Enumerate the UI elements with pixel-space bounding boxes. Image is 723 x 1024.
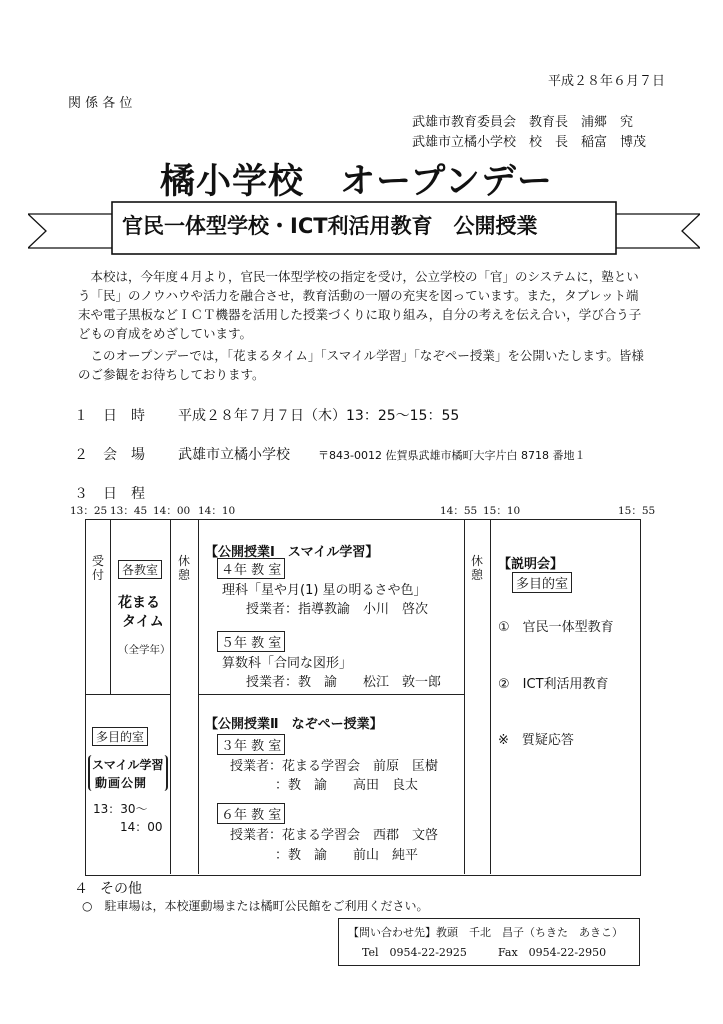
parking-note: ○ 駐車場は，本校運動場または橘町公民館をご利用ください。 bbox=[82, 899, 429, 913]
item-1-label: 日 時 bbox=[103, 408, 145, 424]
item-4-label: その他 bbox=[100, 881, 142, 897]
divider bbox=[170, 520, 172, 874]
contact-tel: Tel 0954-22-2925 bbox=[362, 946, 467, 959]
briefing-item-1: ① 官民一体型教育 bbox=[498, 620, 614, 635]
divider bbox=[490, 520, 492, 874]
time-1410: 14：10 bbox=[198, 505, 236, 517]
recipients: 関 係 各 位 bbox=[68, 96, 133, 111]
subtitle: 官民一体型学校・ICT利活用教育 公開授業 bbox=[122, 214, 538, 238]
grade-3-teacher-2: ：教 諭 高田 良太 bbox=[275, 778, 419, 793]
contact-line-1: 【問い合わせ先】教頭 千北 昌子（ちきた あきこ） bbox=[348, 926, 623, 939]
briefing-item-2: ② ICT利活用教育 bbox=[498, 677, 609, 692]
item-1-value: 平成２８年７月７日（木）13：25〜15：55 bbox=[178, 408, 460, 424]
rest-label-2: 休憩 bbox=[470, 554, 483, 582]
document-date: 平成２８年６月７日 bbox=[548, 74, 666, 89]
page-title: 橘小学校 オープンデー bbox=[160, 162, 553, 202]
smile-video-line-1: スマイル学習 bbox=[92, 758, 164, 772]
open-class-2-title: 【公開授業Ⅱ なぞペー授業】 bbox=[205, 717, 383, 732]
divider bbox=[199, 694, 464, 696]
briefing-item-3: ※ 質疑応答 bbox=[498, 733, 574, 748]
intro-paragraph-1: 本校は，今年度４月より，官民一体型学校の指定を受け，公立学校の「官」のシステムに，塾という「民」のノウハウや活力を融合させ，教育活動の一層の充実を図っています。また，タブレット端末や電子黒板などＩＣＴ機器を活用した授業づくりに取り組み，自分の考えを伝え合い，学び合う子どもの育成をめざしています。 bbox=[78, 269, 642, 341]
intro-paragraph-2: このオープンデーでは，「花まるタイム」「スマイル学習」「なぞペー授業」を公開いたします。皆様のご参観をお待ちしております。 bbox=[78, 348, 644, 382]
time-1345: 13：45 bbox=[110, 505, 148, 517]
room-label-each-classroom: 各教室 bbox=[118, 560, 162, 579]
smile-time-start: 13：30〜 bbox=[93, 802, 148, 816]
time-1555: 15：55 bbox=[618, 505, 656, 517]
briefing-title: 【説明会】 bbox=[498, 557, 564, 572]
grade-3-room: ３年 教 室 bbox=[217, 734, 285, 755]
rest-label-1: 休憩 bbox=[177, 554, 190, 582]
item-1-number: １ bbox=[74, 408, 88, 424]
item-4-number: ４ bbox=[74, 881, 88, 897]
item-2-value: 武雄市立橘小学校 bbox=[178, 447, 290, 463]
item-2-address: 〒843-0012 佐賀県武雄市橘町大字片白 8718 番地１ bbox=[318, 449, 586, 462]
grade-6-room: ６年 教 室 bbox=[217, 803, 285, 824]
time-1455: 14：55 bbox=[440, 505, 478, 517]
item-3-number: ３ bbox=[74, 486, 88, 502]
smile-video-line-2: 動画公開 bbox=[95, 776, 148, 790]
divider bbox=[110, 520, 112, 694]
reception-label: 受付 bbox=[91, 554, 104, 582]
smile-time-end: 14：00 bbox=[120, 820, 163, 834]
sender-line-1: 武雄市教育委員会 教育長 浦郷 究 bbox=[412, 115, 634, 130]
contact-fax: Fax 0954-22-2950 bbox=[498, 946, 607, 959]
hanamaru-line-2: タイム bbox=[122, 614, 164, 630]
time-1400: 14：00 bbox=[153, 505, 191, 517]
grade-6-teacher-1: 授業者：花まる学習会 西郡 文啓 bbox=[230, 828, 439, 843]
all-grades: （全学年） bbox=[118, 644, 171, 656]
briefing-room: 多目的室 bbox=[512, 572, 572, 593]
divider bbox=[198, 520, 200, 874]
grade-5-subject: 算数科「合同な図形」 bbox=[222, 656, 353, 671]
time-1510: 15：10 bbox=[483, 505, 521, 517]
divider bbox=[464, 520, 466, 874]
room-label-multipurpose: 多目的室 bbox=[92, 727, 148, 746]
grade-4-subject: 理科「星や月(1) 星の明るさや色」 bbox=[222, 583, 427, 598]
grade-3-teacher-1: 授業者：花まる学習会 前原 匡樹 bbox=[230, 759, 439, 774]
sender-line-2: 武雄市立橘小学校 校 長 稲富 博茂 bbox=[412, 135, 647, 150]
item-2-label: 会 場 bbox=[103, 447, 145, 463]
grade-5-room: ５年 教 室 bbox=[217, 631, 285, 652]
time-1325: 13：25 bbox=[70, 505, 108, 517]
grade-6-teacher-2: ：教 諭 前山 純平 bbox=[275, 848, 419, 863]
grade-5-teacher: 授業者：教 諭 松江 敦一郎 bbox=[246, 675, 442, 690]
hanamaru-line-1: 花まる bbox=[118, 595, 160, 611]
divider bbox=[86, 694, 170, 696]
grade-4-teacher: 授業者：指導教諭 小川 啓次 bbox=[246, 602, 429, 617]
open-class-1-title: 【公開授業Ⅰ スマイル学習】 bbox=[205, 545, 379, 560]
item-2-number: ２ bbox=[74, 447, 88, 463]
item-3-label: 日 程 bbox=[103, 486, 145, 502]
grade-4-room: ４年 教 室 bbox=[217, 558, 285, 579]
